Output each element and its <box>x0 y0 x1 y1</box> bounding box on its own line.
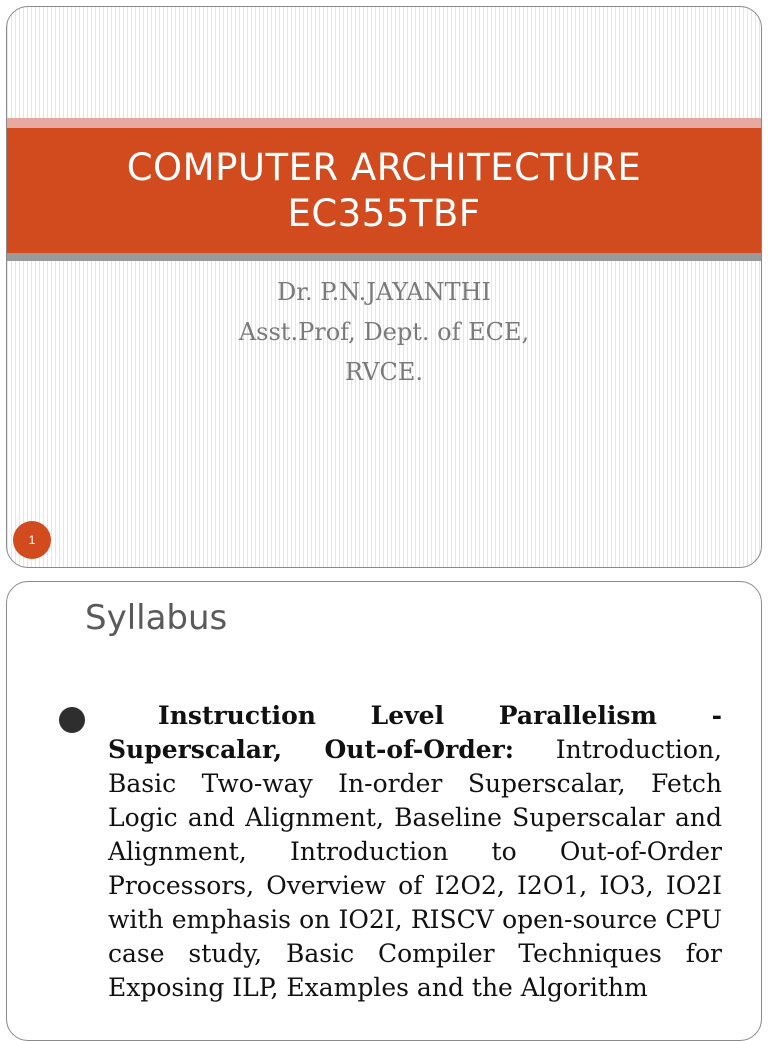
author-name: Dr. P.N.JAYANTHI <box>276 278 492 306</box>
bullet-body-text: Introduction, Basic Two-way In-order Superscalar, Fetch Logic and Alignment, Baseline Superscalar and Alignment, Introduction to Out-of-Order Processors, Overview of I2O2, I2O1, IO3, IO2I with emphasis on IO2I, RISCV open-source CPU case study, Basic Compiler Techniques for Exposing ILP, Examples and the Algorithm <box>108 735 723 1002</box>
author-position: Asst.Prof, Dept. of ECE, <box>238 318 530 346</box>
slide-number-badge: 1 <box>13 521 51 559</box>
slide-heading: Syllabus <box>85 598 228 638</box>
bullet-bold-text: Instruction Level Parallelism - Superscalar, Out-of-Order: <box>108 701 722 764</box>
author-institution: RVCE. <box>344 358 424 386</box>
slide-subtitle <box>7 272 761 392</box>
syllabus-bullet <box>108 699 722 1005</box>
title-band <box>7 128 761 253</box>
slide-title-line-2: EC355TBF <box>287 191 481 235</box>
title-slide <box>6 6 762 568</box>
bullet-icon <box>59 707 85 733</box>
title-band-bottom-stripe <box>7 253 761 261</box>
syllabus-slide <box>6 581 762 1041</box>
slide-title-line-1: COMPUTER ARCHITECTURE <box>126 145 642 189</box>
title-band-top-stripe <box>7 118 761 128</box>
